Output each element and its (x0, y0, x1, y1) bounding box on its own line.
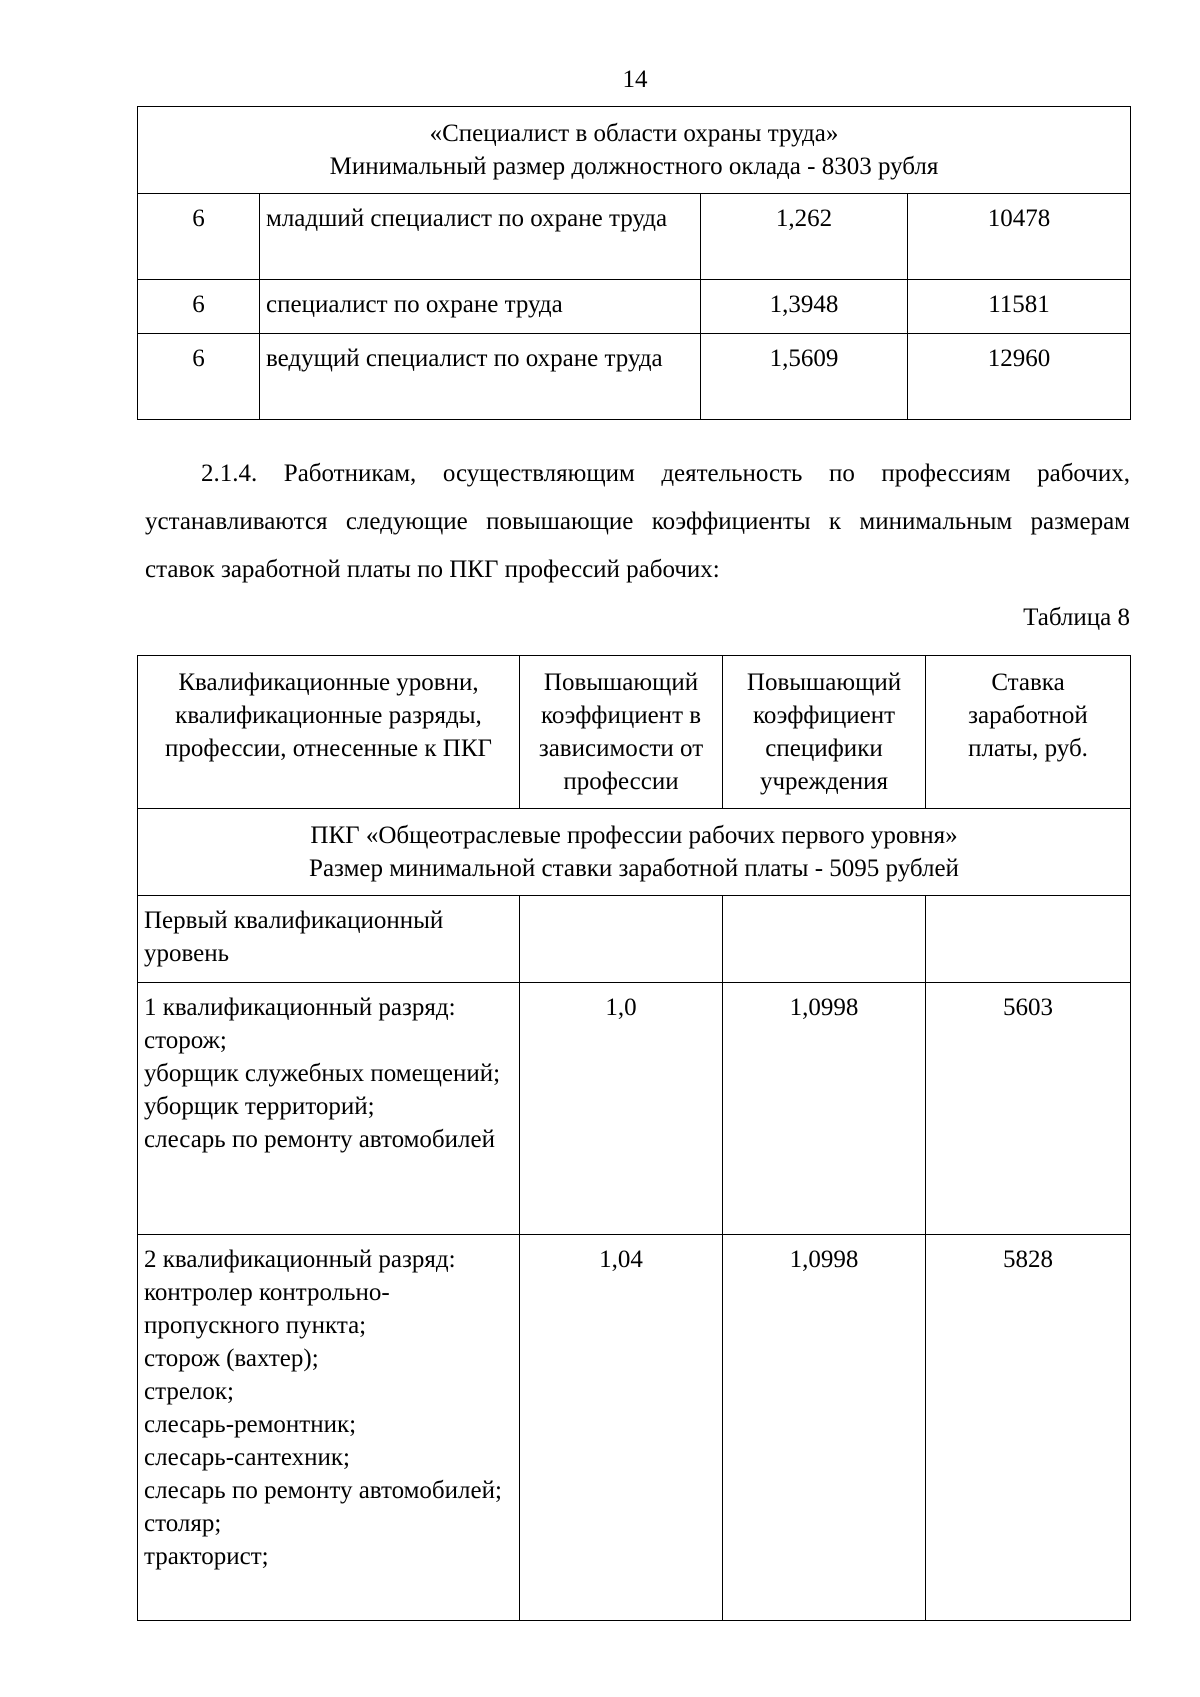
level-cell: 6 (138, 334, 260, 420)
salary-cell: 12960 (908, 334, 1131, 420)
paragraph-2-1-4 (145, 450, 1130, 594)
position-cell: младший специалист по охране труда (260, 194, 701, 280)
grade-cell (138, 1235, 520, 1621)
occupational-safety-table (137, 106, 1131, 420)
position-cell: специалист по охране труда (260, 280, 701, 334)
level-row (138, 896, 1131, 983)
group-title: ПКГ «Общеотраслевые профессии рабочих первого уровня» (310, 822, 958, 849)
header-salary-rate: Ставка заработной платы, руб. (926, 656, 1131, 809)
grade-title: 1 квалификационный разряд: (144, 994, 456, 1021)
worker-professions-table (137, 655, 1131, 1621)
specific-coefficient-cell: 1,0998 (723, 983, 926, 1235)
specific-coefficient-cell: 1,0998 (723, 1235, 926, 1621)
table-row (138, 1235, 1131, 1621)
table-row (138, 334, 1131, 420)
paragraph-text: 2.1.4. Работникам, осуществляющим деятельность по профессиям рабочих, устанавливаются следующие повышающие коэффициенты к минимальным размерам ставок заработной платы по ПКГ профессий рабочих: (145, 460, 1130, 583)
coefficient-cell: 1,04 (520, 1235, 723, 1621)
profession-item: сторож; (144, 1027, 227, 1054)
table-row (138, 983, 1131, 1235)
salary-cell: 11581 (908, 280, 1131, 334)
level-label: Первый квалификационный уровень (138, 896, 520, 983)
coefficient-cell: 1,5609 (701, 334, 908, 420)
group-header (138, 107, 1131, 194)
table-row (138, 280, 1131, 334)
position-cell: ведущий специалист по охране труда (260, 334, 701, 420)
header-row (138, 656, 1131, 809)
table-caption: Таблица 8 (1023, 604, 1130, 631)
page-number: 14 (622, 66, 648, 93)
group-subtitle: Минимальный размер должностного оклада - 8303 рубля (329, 153, 939, 180)
coefficient-cell: 1,262 (701, 194, 908, 280)
header-institution-coefficient: Повышающий коэффициент специфики учреждения (723, 656, 926, 809)
table-row (138, 194, 1131, 280)
profession-item: уборщик территорий; (144, 1093, 375, 1120)
profession-item: слесарь по ремонту автомобилей; (144, 1477, 502, 1504)
group-subtitle: Размер минимальной ставки заработной платы - 5095 рублей (309, 855, 959, 882)
header-qualification: Квалификационные уровни, квалификационные разряды, профессии, отнесенные к ПКГ (138, 656, 520, 809)
header-profession-coefficient: Повышающий коэффициент в зависимости от профессии (520, 656, 723, 809)
profession-item: тракторист; (144, 1543, 269, 1570)
coefficient-cell: 1,3948 (701, 280, 908, 334)
profession-item: сторож (вахтер); (144, 1345, 319, 1372)
level-cell: 6 (138, 194, 260, 280)
salary-cell: 10478 (908, 194, 1131, 280)
grade-cell (138, 983, 520, 1235)
salary-cell: 5603 (926, 983, 1131, 1235)
profession-item: уборщик служебных помещений; (144, 1060, 501, 1087)
group-title: «Специалист в области охраны труда» (429, 120, 839, 147)
profession-item: контролер контрольно-пропускного пункта; (144, 1279, 390, 1339)
profession-item: слесарь по ремонту автомобилей (144, 1126, 495, 1153)
group-header (138, 809, 1131, 896)
profession-item: слесарь-сантехник; (144, 1444, 350, 1471)
coefficient-cell: 1,0 (520, 983, 723, 1235)
salary-cell: 5828 (926, 1235, 1131, 1621)
grade-title: 2 квалификационный разряд: (144, 1246, 456, 1273)
profession-item: стрелок; (144, 1378, 234, 1405)
profession-item: слесарь-ремонтник; (144, 1411, 357, 1438)
profession-item: столяр; (144, 1510, 222, 1537)
level-cell: 6 (138, 280, 260, 334)
